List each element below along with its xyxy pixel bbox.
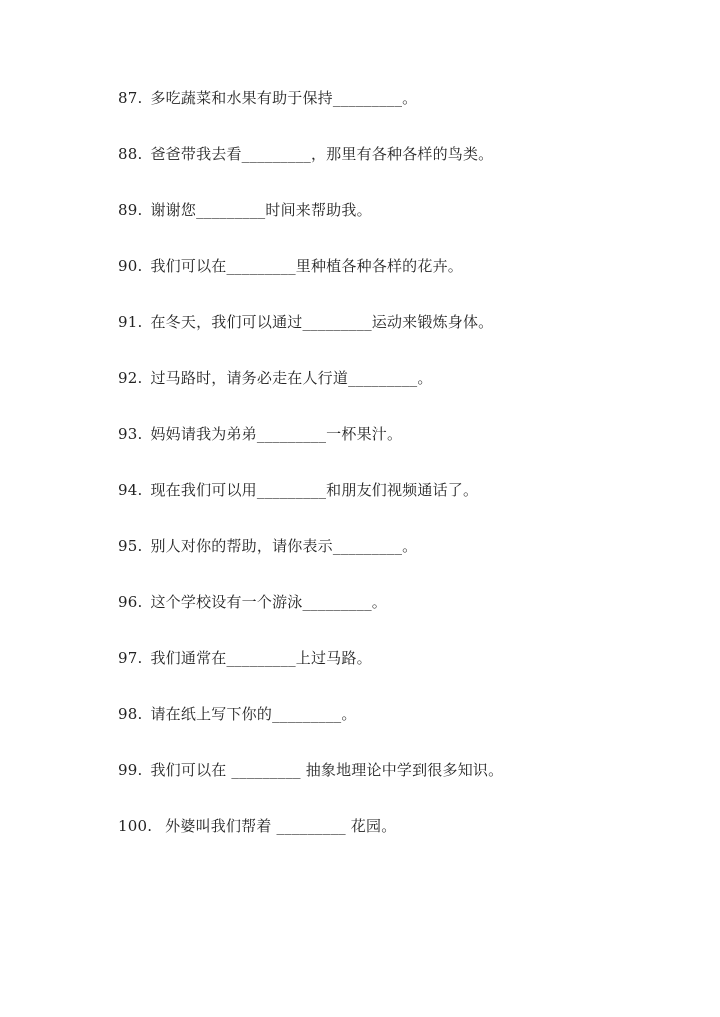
question-item [118, 644, 678, 700]
question-number: 99. [118, 761, 143, 779]
question-text: 谢谢您_________时间来帮助我。 [150, 201, 372, 219]
question-number: 92. [118, 369, 143, 387]
question-item [118, 812, 678, 868]
question-number: 94. [118, 481, 143, 499]
question-text: 这个学校设有一个游泳_________。 [150, 593, 387, 611]
question-item [118, 532, 678, 588]
question-number: 87. [118, 89, 143, 107]
question-item [118, 756, 678, 812]
question-number: 93. [118, 425, 143, 443]
question-text: 我们可以在 _________ 抽象地理论中学到很多知识。 [150, 761, 504, 779]
question-text: 妈妈请我为弟弟_________一杯果汁。 [150, 425, 403, 443]
question-number: 96. [118, 593, 143, 611]
question-number: 98. [118, 705, 143, 723]
question-item [118, 140, 678, 196]
question-item [118, 588, 678, 644]
question-text: 多吃蔬菜和水果有助于保持_________。 [150, 89, 418, 107]
question-text: 现在我们可以用_________和朋友们视频通话了。 [150, 481, 479, 499]
question-item [118, 364, 678, 420]
question-number: 91. [118, 313, 143, 331]
question-item [118, 700, 678, 756]
question-item [118, 252, 678, 308]
question-list [118, 84, 678, 868]
question-number: 89. [118, 201, 143, 219]
question-text: 爸爸带我去看_________，那里有各种各样的鸟类。 [150, 145, 494, 163]
question-number: 100. [118, 817, 153, 835]
question-number: 97. [118, 649, 143, 667]
question-number: 95. [118, 537, 143, 555]
question-number: 88. [118, 145, 143, 163]
question-item [118, 84, 678, 140]
question-text: 请在纸上写下你的_________。 [150, 705, 357, 723]
question-text: 在冬天，我们可以通过_________运动来锻炼身体。 [150, 313, 494, 331]
question-text: 过马路时，请务必走在人行道_________。 [150, 369, 433, 387]
question-item [118, 308, 678, 364]
question-item [118, 196, 678, 252]
question-text: 我们通常在_________上过马路。 [150, 649, 372, 667]
question-text: 外婆叫我们帮着 _________ 花园。 [160, 817, 397, 835]
question-item [118, 476, 678, 532]
question-item [118, 420, 678, 476]
question-number: 90. [118, 257, 143, 275]
question-text: 别人对你的帮助，请你表示_________。 [150, 537, 418, 555]
question-text: 我们可以在_________里种植各种各样的花卉。 [150, 257, 463, 275]
